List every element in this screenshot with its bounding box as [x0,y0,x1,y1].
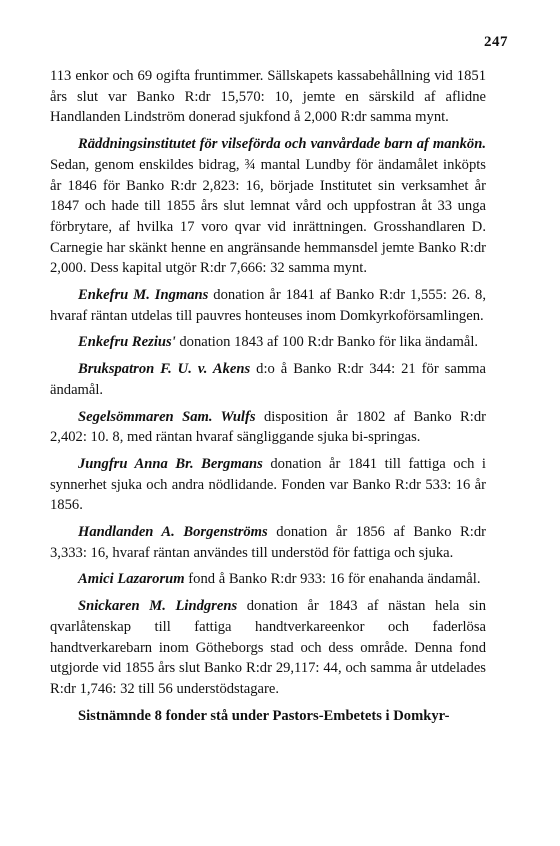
paragraph [50,407,486,448]
paragraph [50,706,486,727]
paragraph-body: donation år 1856 af Banko R:dr 3,333: 16, hvaraf räntan användes till understöd för fattiga och sjuka. [50,524,487,561]
paragraph-heading: Handlanden A. Borgenströms [78,524,268,541]
paragraph-heading: Enkefru M. Ingmans [78,287,209,304]
paragraph-body: Sistnämnde 8 fonder stå under Pastors-Embetets i Domkyr- [78,707,450,724]
paragraph [50,359,486,400]
paragraph-body: fond å Banko R:dr 933: 16 för enahanda ändamål. [184,571,481,588]
paragraph-body: donation 1843 af 100 R:dr Banko för lika ändamål. [175,334,479,351]
paragraph-body: Sedan, genom enskildes bidrag, ¾ mantal Lundby för ändamålet inköpts år 1846 för Banko R:dr 2,823: 16, började Institutet sin verksamhet år 1847 och hade till 1855 års slut lemnat vård och uppfostran åt 33 unga förbrytare, af hvilka 17 voro qvar vid inrättningen. Grosshandlaren D. Carnegie har skänkt henne en angränsande hemmansdel jemte Banko R:dr 2,000. Dess kapital utgör R:dr 7,666: 32 samma mynt. [50,156,486,277]
paragraph-heading: Enkefru Rezius' [78,334,176,351]
paragraph-heading: Amici Lazarorum [78,571,185,588]
paragraph-body: donation år 1841 till fattiga och i synnerhet sjuka och andra nödlidande. Fonden var Banko R:dr 533: 16 år 1856. [50,455,486,514]
paragraph [50,332,486,353]
paragraph-body: donation år 1843 af nästan hela sin qvarlåtenskap till fattiga handtverkareenkor och faderlösa handtverkarebarn inom Götheborgs stad och dess område. Denna fond utgjorde vid 1855 års slut Banko R:dr 29,117: 44, och samma år utdelades R:dr 1,746: 32 till 56 understödstagare. [50,598,486,697]
paragraph-heading: Snickaren M. Lindgrens [78,598,238,615]
paragraph [50,134,486,279]
paragraph-body: d:o å Banko R:dr 344: 21 för samma ändamål. [50,361,486,398]
paragraph [50,569,486,590]
paragraph-heading: Jungfru Anna Br. Bergmans [78,455,263,472]
text-column [50,66,486,726]
paragraph-heading: Brukspatron F. U. v. Akens [78,361,251,378]
paragraph [50,66,486,128]
paragraph-heading: Räddningsinstitutet för vilseförda och vanvårdade barn af mankön. [78,136,486,153]
paragraph-body: donation år 1841 af Banko R:dr 1,555: 26. 8, hvaraf räntan utdelas till pauvres honteuses inom Domkyrkoförsamlingen. [50,287,486,324]
paragraph-body: 113 enkor och 69 ogifta fruntimmer. Sällskapets kassabehållning vid 1851 års slut var Banko R:dr 15,570: 10, jemte en särskild af aflidne Handlanden Lindström donerad sjukfond å 2,000 R:dr samma mynt. [50,68,486,126]
paragraph-body: disposition år 1802 af Banko R:dr 2,402: 10. 8, med räntan hvaraf sängliggande sjuka bi-springas. [50,408,486,446]
paragraph [50,454,486,516]
paragraph-heading: Segelsömmaren Sam. Wulfs [78,408,256,425]
paragraph [50,285,486,326]
paragraph [50,522,486,563]
paragraph [50,596,486,700]
page-number: 247 [484,34,508,50]
